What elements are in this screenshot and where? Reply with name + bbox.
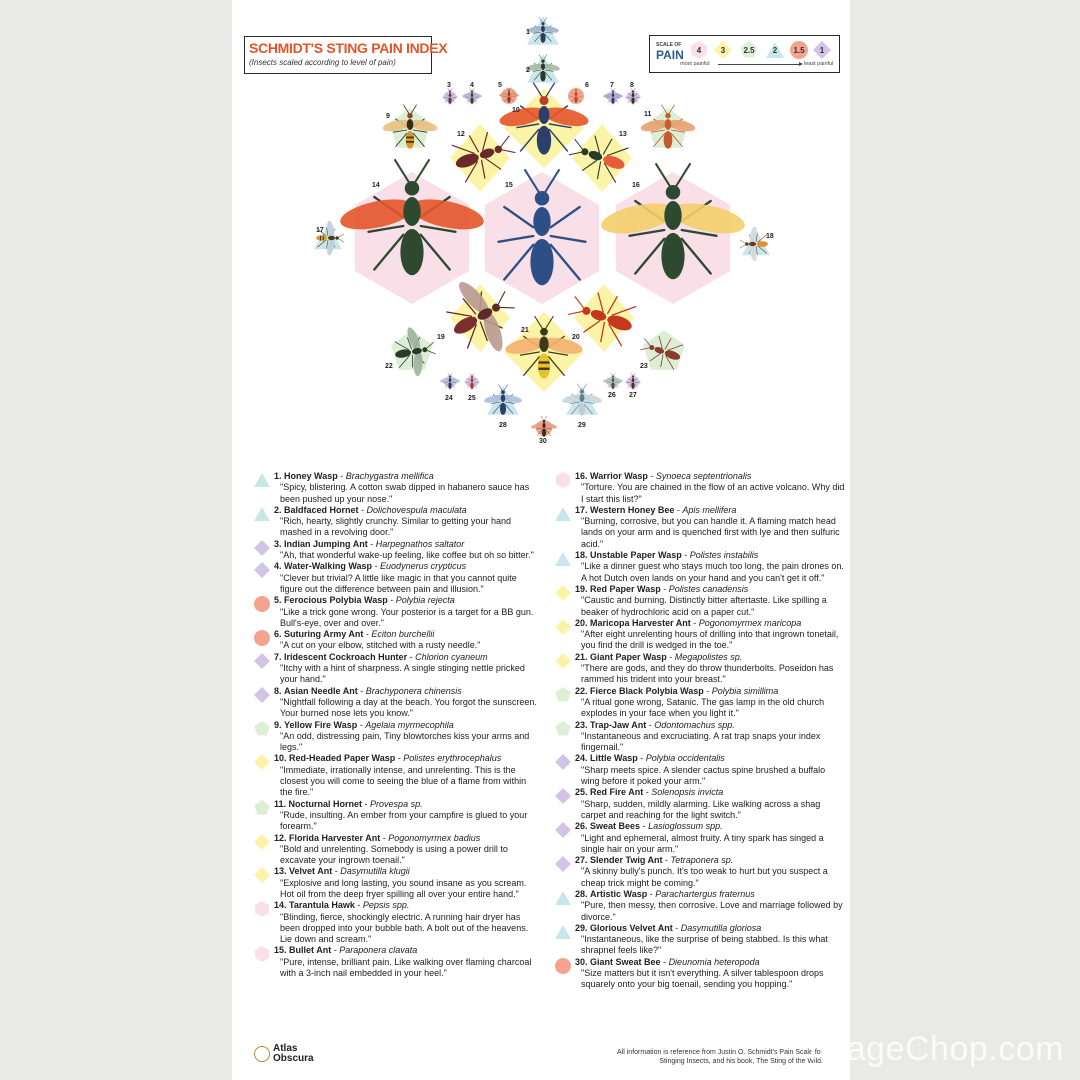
insect-common-name: Fierce Black Polybia Wasp [590, 685, 704, 696]
pain-level-icon [555, 856, 571, 872]
insect-name: 24. [575, 753, 588, 764]
insect-name: 3. [274, 538, 282, 549]
legend-entry: 29. Glorious Velvet Ant - Dasymutilla gloriosa "Instantaneous, like the surprise of being stabbed. Is this what shrapnel feels like?" [555, 923, 845, 957]
insect-name: 30. [575, 956, 588, 967]
legend-entry: 8. Asian Needle Ant - Brachyponera chinensis "Nightfall following a day at the beach. You forgot the sunscreen. Your burned nose lets you know." [254, 686, 540, 720]
legend-entry: 21. Giant Paper Wasp - Megapolistes sp. "There are gods, and they do throw thunderbolts. Poseidon has rammed his trident into your breast." [555, 652, 845, 686]
insect-common-name: Baldfaced Hornet [284, 504, 359, 515]
pain-level-icon [254, 867, 270, 883]
legend-entry: 24. Little Wasp - Polybia occidentalis "Sharp meets spice. A slender cactus spine brushed a buffalo wing before it poked your arm." [555, 753, 845, 787]
scale-most-label: most painful [680, 61, 710, 67]
pain-level-icon [254, 540, 270, 556]
insect-name: 2. [274, 504, 282, 515]
brand-line1: Atlas [273, 1043, 298, 1054]
pain-level-icon [555, 472, 571, 488]
diagram-number-28: 28 [499, 422, 507, 429]
scale-level-1: 1 [813, 41, 831, 59]
pain-description: "Pure, then messy, then corrosive. Love and marriage followed by divorce." [581, 900, 843, 922]
pain-level-icon [555, 687, 571, 703]
insect-name: 29. [575, 922, 588, 933]
insect-name: 13. [274, 866, 287, 877]
legend-entry: 13. Velvet Ant - Dasymutilla klugii "Explosive and long lasting, you sound insane as you scream. Hot oil from the deep fryer spilling all over your entire hand." [254, 866, 540, 900]
insect-name: 6. [274, 629, 282, 640]
insect-name: 4. [274, 561, 282, 572]
scale-least-label: least painful [804, 61, 834, 67]
watermark: ImageChop.com [808, 1030, 1064, 1068]
insect-common-name: Honey Wasp [284, 471, 338, 481]
pain-level-icon [254, 472, 270, 488]
pain-level-icon [254, 800, 270, 816]
diagram-number-26: 26 [608, 392, 616, 399]
insect-scientific-name: Polistes canadensis [668, 583, 749, 594]
insect-name: 19. [575, 583, 588, 594]
pain-description: "Like a dinner guest who stays much too long, the pain drones on. A hot Dutch oven lands on your hand and you can't get it off." [581, 561, 844, 583]
diagram-number-23: 23 [640, 363, 648, 370]
insect-giant-sweat-bee [531, 416, 558, 437]
insect-name: 9. [274, 719, 282, 730]
legend-column-left [254, 471, 540, 979]
diagram-number-5: 5 [498, 82, 502, 89]
insect-common-name: Bullet Ant [289, 945, 332, 956]
pain-description: "There are gods, and they do throw thunderbolts. Poseidon has rammed his trident into your breast." [581, 663, 834, 685]
insect-diagram [232, 0, 850, 450]
legend-entry: 19. Red Paper Wasp - Polistes canadensis "Caustic and burning. Distinctly bitter aftertaste. Like spilling a beaker of hydrochloric acid on a paper cut." [555, 584, 845, 618]
insect-name: 15. [274, 945, 287, 956]
pain-description: "Instantaneous and excruciating. A rat trap snaps your index fingernail." [581, 730, 821, 753]
insect-name: 1. [274, 471, 282, 481]
insect-scientific-name: Euodynerus crypticus [380, 561, 467, 572]
legend-entry: 23. Trap-Jaw Ant - Odontomachus spp. "Instantaneous and excruciating. A rat trap snaps your index fingernail." [555, 720, 845, 754]
insect-scientific-name: Solenopsis invicta [651, 787, 724, 798]
insect-common-name: Maricopa Harvester Ant [590, 617, 691, 628]
pain-level-icon [555, 890, 571, 906]
diagram-number-13: 13 [619, 131, 627, 138]
legend-entry: 10. Red-Headed Paper Wasp - Polistes erythrocephalus "Immediate, irrationally intense, and unrelenting. This is the closest you will come to seeing the blue of a flame from within the fire." [254, 753, 540, 798]
pain-level-icon [254, 834, 270, 850]
insect-scientific-name: Lasioglossum spp. [648, 821, 723, 832]
legend-entry: 12. Florida Harvester Ant - Pogonomyrmex badius "Bold and unrelenting. Somebody is using a power drill to excavate your ingrown toenail." [254, 833, 540, 867]
diagram-number-8: 8 [630, 82, 634, 89]
insect-scientific-name: Chlorion cyaneum [415, 651, 488, 662]
insect-scientific-name: Apis mellifera [682, 504, 737, 515]
pain-description: "A cut on your elbow, stitched with a rusty needle." [280, 640, 481, 651]
diagram-number-24: 24 [445, 395, 453, 402]
legend-entry: 7. Iridescent Cockroach Hunter - Chlorion cyaneum "Itchy with a hint of sharpness. A single stinging nettle pricked your hand." [254, 652, 540, 686]
insect-scientific-name: Harpegnathos saltator [375, 538, 465, 549]
brand-line2: Obscura [273, 1053, 314, 1064]
insect-unstable-paper-wasp [740, 226, 768, 262]
diagram-number-27: 27 [629, 392, 637, 399]
legend-entry: 5. Ferocious Polybia Wasp - Polybia rejecta "Like a trick gone wrong. Your posterior is a target for a BB gun. Bull's-eye, over and over." [254, 595, 540, 629]
pain-description: "Pure, intense, brilliant pain. Like walking over flaming charcoal with a 3-inch nail embedded in your heel." [280, 956, 532, 979]
diagram-number-19: 19 [437, 334, 445, 341]
legend-entry: 11. Nocturnal Hornet - Provespa sp. "Rude, insulting. An ember from your campfire is glued to your forearm." [254, 799, 540, 833]
pain-description: "Like a trick gone wrong. Your posterior is a target for a BB gun. Bull's-eye, over and over." [280, 606, 534, 628]
insect-common-name: Iridescent Cockroach Hunter [284, 651, 408, 662]
insect-scientific-name: Provespa sp. [370, 798, 423, 809]
insect-name: 7. [274, 651, 282, 662]
diagram-number-25: 25 [468, 395, 476, 402]
poster-subtitle: (Insects scaled according to level of pain) [249, 58, 396, 67]
poster [232, 0, 850, 1080]
legend-entry: 15. Bullet Ant - Paraponera clavata "Pure, intense, brilliant pain. Like walking over flaming charcoal with a 3-inch nail embedded in your heel." [254, 945, 540, 979]
pain-level-icon [254, 562, 270, 578]
pain-description: "Spicy, blistering. A cotton swab dipped in habanero sauce has been pushed up your nose." [280, 482, 530, 504]
insect-scientific-name: Brachygastra mellifica [345, 471, 434, 481]
insect-name: 14. [274, 900, 287, 911]
insect-name: 10. [274, 753, 287, 764]
diagram-number-7: 7 [610, 82, 614, 89]
source-credit [587, 1048, 823, 1066]
insect-common-name: Yellow Fire Wasp [284, 719, 358, 730]
pain-description: "A ritual gone wrong, Satanic. The gas lamp in the old church explodes in your face when you light it." [581, 696, 825, 719]
insect-name: 17. [575, 504, 588, 515]
pain-description: "Size matters but it isn't everything. A silver tablespoon drops squarely onto your big toenail, sending you hopping." [581, 968, 824, 990]
pain-description: "Light and ephemeral, almost fruity. A tiny spark has singed a single hair on your arm." [581, 832, 824, 854]
insect-scientific-name: Paraponera clavata [339, 945, 418, 956]
pain-description: "Rich, hearty, slightly crunchy. Similar to getting your hand mashed in a revolving door." [280, 516, 511, 538]
diagram-number-11: 11 [644, 111, 652, 118]
insect-name: 28. [575, 888, 588, 899]
insect-name: 23. [575, 719, 588, 730]
diagram-number-22: 22 [385, 363, 393, 370]
insect-name: 12. [274, 832, 287, 843]
insect-name: 27. [575, 855, 588, 866]
legend-entry: 2. Baldfaced Hornet - Dolichovespula maculata "Rich, hearty, slightly crunchy. Similar to getting your hand mashed in a revolving door." [254, 505, 540, 539]
legend-entry: 28. Artistic Wasp - Parachartergus fraternus "Pure, then messy, then corrosive. Love and marriage followed by divorce." [555, 889, 845, 923]
pain-level-icon [254, 630, 270, 646]
diagram-number-20: 20 [572, 334, 580, 341]
insect-scientific-name: Dasymutilla klugii [340, 866, 410, 877]
diagram-number-30: 30 [539, 438, 547, 445]
insect-scientific-name: Pepsis spp. [362, 900, 410, 911]
diagram-number-4: 4 [470, 82, 474, 89]
legend-entry: 3. Indian Jumping Ant - Harpegnathos saltator "Ah, that wonderful wake-up feeling, like coffee but oh so bitter." [254, 539, 540, 562]
insect-scientific-name: Odontomachus spp. [654, 719, 735, 730]
atlas-obscura-logo [254, 1044, 314, 1064]
insect-common-name: Little Wasp [590, 753, 638, 764]
pain-description: "Rude, insulting. An ember from your campfire is glued to your forearm." [280, 809, 528, 832]
pain-level-icon [254, 596, 270, 612]
insect-name: 18. [575, 550, 588, 561]
scale-level-3: 3 [714, 41, 732, 59]
pain-level-icon [555, 822, 571, 838]
pain-description: "Ah, that wonderful wake-up feeling, like coffee but oh so bitter." [280, 550, 534, 561]
insect-scientific-name: Dieunomia heteropoda [668, 956, 760, 967]
legend-entry: 17. Western Honey Bee - Apis mellifera "Burning, corrosive, but you can handle it. A flaming match head lands on your arm and is quenched first with lye and then sulfuric acid." [555, 505, 845, 550]
pain-description: "Clever but trivial? A little like magic in that you cannot quite figure out the difference between pain and illusion." [280, 572, 517, 594]
legend-entry: 25. Red Fire Ant - Solenopsis invicta "Sharp, sudden, mildly alarming. Like walking across a shag carpet and reaching for the light switch." [555, 787, 845, 821]
insect-scientific-name: Polistes instabilis [689, 550, 759, 561]
insect-name: 16. [575, 471, 588, 481]
pain-description: "Sharp, sudden, mildly alarming. Like walking across a shag carpet and reaching for the light switch." [581, 798, 821, 820]
pain-description: "An odd, distressing pain, Tiny blowtorches kiss your arms and legs." [280, 730, 530, 753]
legend-entry: 4. Water-Walking Wasp - Euodynerus crypticus "Clever but trivial? A little like magic in that you cannot quite figure out the difference between pain and illusion." [254, 561, 540, 595]
insect-common-name: Water-Walking Wasp [284, 561, 373, 572]
insect-western-honey-bee [316, 220, 344, 256]
insect-common-name: Artistic Wasp [590, 888, 648, 899]
insect-scientific-name: Megapolistes sp. [674, 651, 743, 662]
insect-scientific-name: Polistes erythrocephalus [403, 753, 502, 764]
pain-level-icon [254, 946, 270, 962]
insect-fierce-black-polybia-wasp [391, 323, 439, 380]
legend-entry: 30. Giant Sweat Bee - Dieunomia heteropoda "Size matters but it isn't everything. A silver tablespoon drops squarely onto your big toenail, sending you hopping." [555, 957, 845, 991]
insect-common-name: Red Fire Ant [590, 787, 644, 798]
pain-description: "Torture. You are chained in the flow of an active volcano. Why did I start this list?" [581, 482, 845, 504]
scale-level-1-5: 1.5 [790, 41, 808, 59]
scale-level-2-5: 2.5 [740, 41, 758, 59]
pain-level-icon [555, 551, 571, 567]
credit-line2: Stinging Insects, and his book, The Sting of the Wild. [659, 1058, 823, 1065]
pain-level-icon [254, 506, 270, 522]
diagram-number-15: 15 [505, 182, 513, 189]
insect-common-name: Western Honey Bee [590, 504, 675, 515]
insect-common-name: Slender Twig Ant [590, 855, 663, 866]
insect-common-name: Nocturnal Hornet [288, 798, 363, 809]
pain-description: "A skinny bully's punch. It's too weak to hurt but you suspect a cheap trick might be coming." [581, 866, 828, 888]
pain-level-icon [254, 901, 270, 917]
pain-description: "After eight unrelenting hours of drilling into that ingrown tonetail, you find the drill is wedged in the toe." [581, 629, 839, 651]
insect-common-name: Florida Harvester Ant [289, 832, 381, 843]
insect-common-name: Giant Sweat Bee [590, 956, 661, 967]
insect-common-name: Trap-Jaw Ant [590, 719, 647, 730]
pain-description: "Immediate, irrationally intense, and unrelenting. This is the closest you will come to seeing the blue of a flame from within the fire." [280, 764, 527, 798]
legend-entry: 14. Tarantula Hawk - Pepsis spp. "Blinding, fierce, shockingly electric. A running hair dryer has been dropped into your bubble bath. A bolt out of the heavens. Lie down and scream." [254, 900, 540, 945]
insect-common-name: Sweat Bees [590, 821, 641, 832]
insect-name: 20. [575, 617, 588, 628]
diagram-number-1: 1 [526, 29, 530, 36]
compass-icon [254, 1046, 270, 1062]
pain-level-icon [254, 653, 270, 669]
legend-entry: 18. Unstable Paper Wasp - Polistes instabilis "Like a dinner guest who stays much too long, the pain drones on. A hot Dutch oven lands on your hand and you can't get it off." [555, 550, 845, 584]
pain-shape-23 [643, 330, 685, 370]
pain-description: "Explosive and long lasting, you sound insane as you scream. Hot oil from the deep fryer spilling all over your entire hand." [280, 877, 527, 899]
pain-description: "Nightfall following a day at the beach. You forgot the sunscreen. Your burned nose lets you know." [280, 696, 537, 719]
insect-name: 22. [575, 685, 588, 696]
insect-scientific-name: Tetraponera sp. [670, 855, 734, 866]
legend-entry: 6. Suturing Army Ant - Eciton burchellii "A cut on your elbow, stitched with a rusty needle." [254, 629, 540, 652]
legend-entry: 9. Yellow Fire Wasp - Agelaia myrmecophila "An odd, distressing pain, Tiny blowtorches kiss your arms and legs." [254, 720, 540, 754]
insect-scientific-name: Polybia simillima [711, 685, 779, 696]
diagram-number-16: 16 [632, 182, 640, 189]
insect-common-name: Indian Jumping Ant [284, 538, 368, 549]
legend-entry: 26. Sweat Bees - Lasioglossum spp. "Light and ephemeral, almost fruity. A tiny spark has singed a single hair on your arm." [555, 821, 845, 855]
diagram-number-2: 2 [526, 67, 530, 74]
pain-level-icon [555, 653, 571, 669]
diagram-number-3: 3 [447, 82, 451, 89]
pain-description: "Caustic and burning. Distinctly bitter aftertaste. Like spilling a beaker of hydrochloric acid on a paper cut." [581, 595, 827, 617]
insect-common-name: Red Paper Wasp [590, 583, 661, 594]
legend-column-right [555, 471, 845, 991]
pain-level-icon [555, 619, 571, 635]
insect-name: 21. [575, 651, 588, 662]
insect-common-name: Red-Headed Paper Wasp [289, 753, 396, 764]
insect-scientific-name: Brachyponera chinensis [365, 685, 462, 696]
pain-level-icon [555, 506, 571, 522]
insect-name: 11. [274, 798, 287, 809]
insect-common-name: Suturing Army Ant [284, 629, 364, 640]
credit-line1: All information is reference from Justin O. Schmidt's Pain Scale for [617, 1049, 823, 1056]
pain-level-icon [254, 721, 270, 737]
pain-level-icon [254, 754, 270, 770]
pain-description: "Bold and unrelenting. Somebody is using a power drill to excavate your ingrown toenail." [280, 843, 508, 866]
insect-name: 8. [274, 685, 282, 696]
pain-description: "Itchy with a hint of sharpness. A single stinging nettle pricked your hand." [280, 663, 525, 685]
legend-entry: 1. Honey Wasp - Brachygastra mellifica "Spicy, blistering. A cotton swab dipped in habanero sauce has been pushed up your nose." [254, 471, 540, 505]
insect-common-name: Warrior Wasp [590, 471, 648, 481]
pain-level-icon [555, 721, 571, 737]
insect-name: 26. [575, 821, 588, 832]
pain-level-icon [555, 924, 571, 940]
legend-entry: 22. Fierce Black Polybia Wasp - Polybia simillima "A ritual gone wrong, Satanic. The gas lamp in the old church explodes in your face when you light it." [555, 686, 845, 720]
pain-level-icon [555, 754, 571, 770]
insect-common-name: Giant Paper Wasp [590, 651, 667, 662]
scale-level-2: 2 [766, 41, 784, 59]
scale-label-top: SCALE OF [656, 42, 682, 48]
poster-title: SCHMIDT'S STING PAIN INDEX [249, 40, 448, 56]
diagram-number-21: 21 [521, 327, 529, 334]
pain-description: "Sharp meets spice. A slender cactus spine brushed a buffalo wing before it poked your arm." [581, 764, 826, 787]
pain-level-icon [254, 687, 270, 703]
legend-entry: 16. Warrior Wasp - Synoeca septentrionalis "Torture. You are chained in the flow of an active volcano. Why did I start this list?" [555, 471, 845, 505]
legend-entry: 27. Slender Twig Ant - Tetraponera sp. "A skinny bully's punch. It's too weak to hurt but you suspect a cheap trick might be coming." [555, 855, 845, 889]
pain-description: "Burning, corrosive, but you can handle it. A flaming match head lands on your arm and is quenched first with lye and then sulfuric acid." [581, 516, 840, 549]
diagram-number-9: 9 [386, 113, 390, 120]
diagram-number-12: 12 [457, 131, 465, 138]
pain-description: "Blinding, fierce, shockingly electric. A running hair dryer has been dropped into your bubble bath. A bolt out of the heavens. Lie down and scream." [280, 911, 529, 945]
diagram-number-18: 18 [766, 233, 774, 240]
diagram-number-29: 29 [578, 422, 586, 429]
legend-entry: 20. Maricopa Harvester Ant - Pogonomyrmex maricopa "After eight unrelenting hours of drilling into that ingrown tonetail, you find the drill is wedged in the toe." [555, 618, 845, 652]
diagram-number-14: 14 [372, 182, 380, 189]
insect-scientific-name: Eciton burchellii [371, 629, 435, 640]
insect-common-name: Glorious Velvet Ant [590, 922, 673, 933]
insect-name: 5. [274, 595, 282, 606]
pain-level-icon [555, 788, 571, 804]
scale-level-4: 4 [690, 41, 708, 59]
insect-scientific-name: Polybia occidentalis [645, 753, 725, 764]
insect-common-name: Asian Needle Ant [284, 685, 358, 696]
insect-scientific-name: Dasymutilla gloriosa [680, 922, 762, 933]
insect-scientific-name: Parachartergus fraternus [655, 888, 755, 899]
insect-scientific-name: Pogonomyrmex maricopa [698, 617, 802, 628]
pain-level-icon [555, 585, 571, 601]
diagram-number-17: 17 [316, 227, 324, 234]
insect-name: 25. [575, 787, 588, 798]
insect-scientific-name: Synoeca septentrionalis [655, 471, 752, 481]
pain-level-icon [555, 958, 571, 974]
scale-label-main: PAIN [656, 48, 684, 62]
diagram-number-10: 10 [512, 107, 520, 114]
insect-scientific-name: Agelaia myrmecophila [365, 719, 454, 730]
diagram-number-6: 6 [585, 82, 589, 89]
insect-common-name: Ferocious Polybia Wasp [284, 595, 388, 606]
insect-scientific-name: Polybia rejecta [395, 595, 455, 606]
pain-description: "Instantaneous, like the surprise of being stabbed. Is this what shrapnel feels like?" [581, 934, 828, 956]
insect-common-name: Tarantula Hawk [289, 900, 355, 911]
insect-scientific-name: Dolichovespula maculata [366, 504, 467, 515]
insect-common-name: Unstable Paper Wasp [590, 550, 682, 561]
insect-common-name: Velvet Ant [289, 866, 333, 877]
insect-scientific-name: Pogonomyrmex badius [388, 832, 481, 843]
